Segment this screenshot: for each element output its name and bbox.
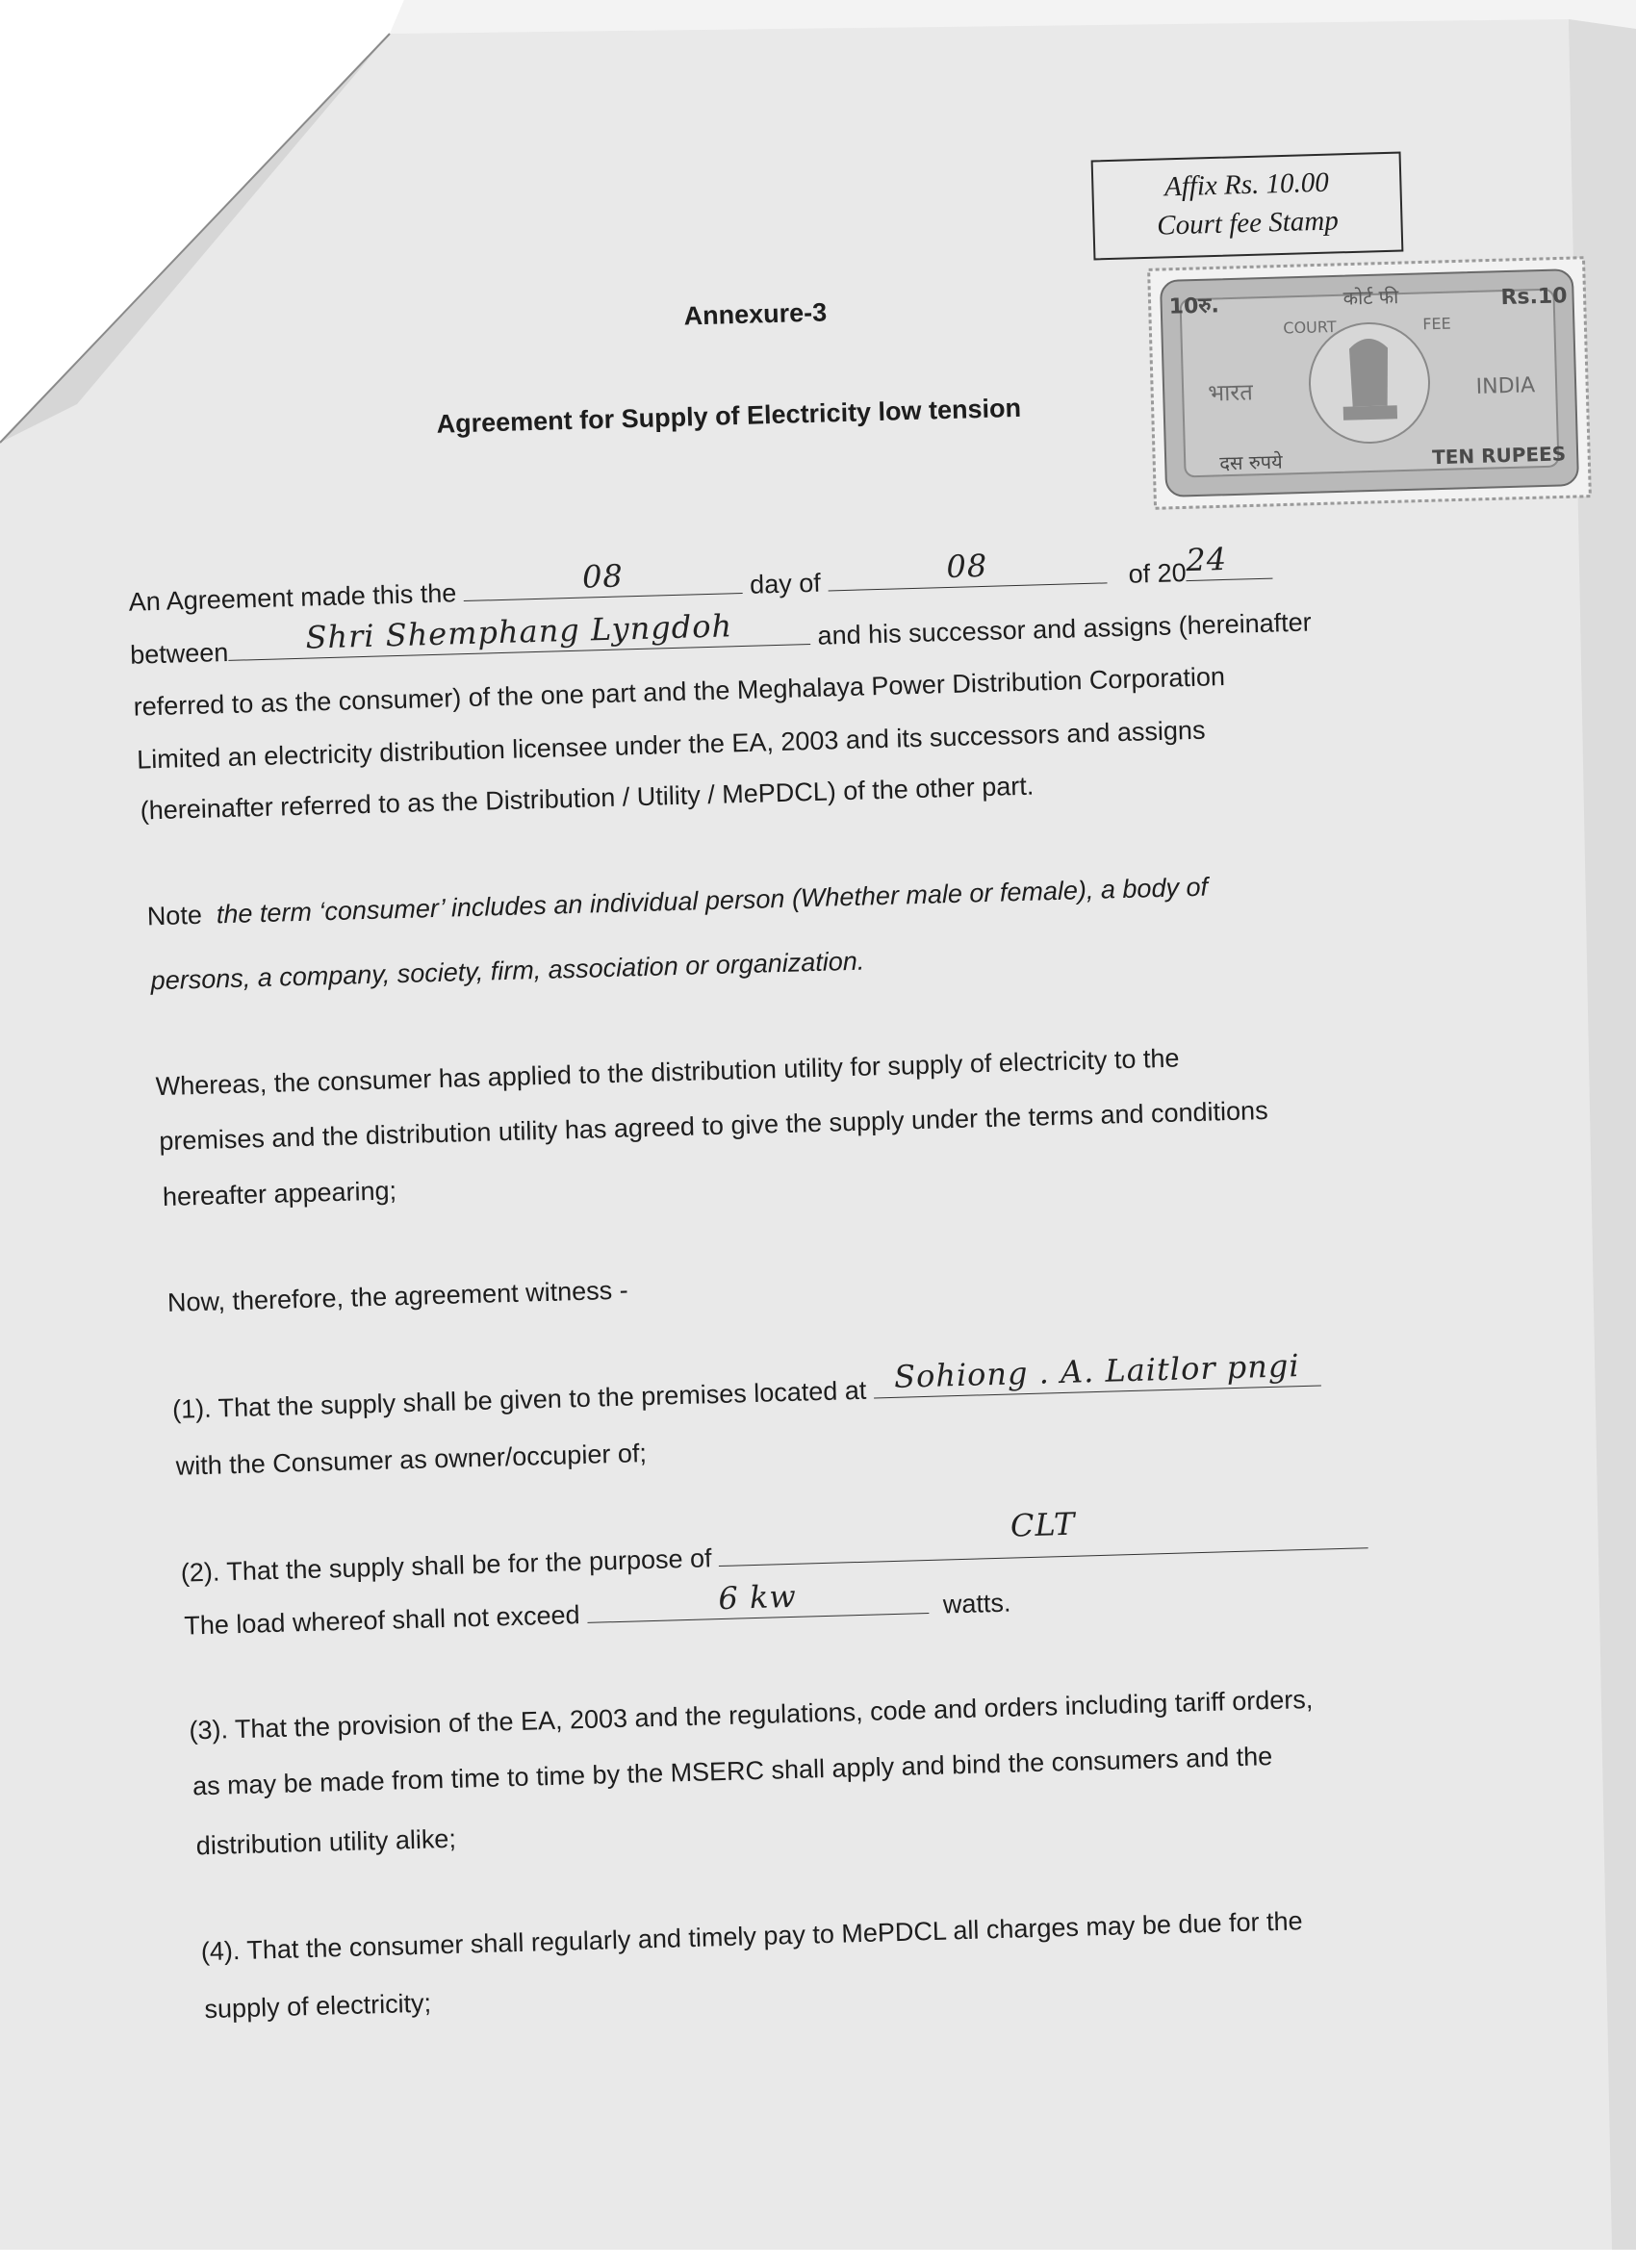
intro-text-of-year: of 20 [1128, 558, 1188, 589]
annexure-heading: Annexure-3 [683, 297, 828, 331]
month-handwritten: 08 [945, 547, 988, 586]
load-handwritten: 6 kw [717, 1577, 798, 1618]
stamp-ten-rupees: TEN RUPEES [1431, 442, 1567, 470]
load-field [587, 1577, 930, 1623]
premises-field [873, 1347, 1321, 1399]
stamp-fee: FEE [1422, 314, 1451, 334]
stamp-court: COURT [1283, 317, 1337, 338]
intro-text-between: between [129, 637, 229, 670]
clause-2-text: (2). That the supply shall be for the purpose of [180, 1543, 712, 1588]
intro-line-2 [130, 606, 1312, 670]
note-line-1 [146, 873, 1208, 932]
day-field [463, 557, 743, 601]
stamp-value-right: Rs.10 [1500, 284, 1568, 311]
clause-1-line-2: with the Consumer as owner/occupier of; [175, 1439, 648, 1481]
document-body [113, 0, 1522, 2268]
intro-text-day-of: day of [749, 568, 822, 599]
intro-line-4: Limited an electricity distribution licensee under the EA, 2003 and its successors and assigns [136, 715, 1206, 775]
intro-text-start: An Agreement made this the [128, 578, 457, 617]
whereas-line-2: premises and the distribution utility has agreed to give the supply under the terms and conditions [158, 1095, 1268, 1157]
clause-2-line-2 [183, 1577, 1011, 1642]
witness-line: Now, therefore, the agreement witness - [166, 1275, 629, 1317]
stamp-value-left: 10रु. [1168, 293, 1220, 319]
whereas-line-3: hereafter appearing; [162, 1176, 397, 1212]
stamp-india: INDIA [1475, 373, 1536, 399]
purpose-handwritten: CLT [1010, 1505, 1076, 1544]
purpose-field [719, 1505, 1368, 1567]
intro-text-successor: and his successor and assigns (hereinafter [817, 607, 1313, 650]
whereas-line-1: Whereas, the consumer has applied to the distribution utility for supply of electricity to the [155, 1043, 1180, 1102]
consumer-name-field [228, 607, 810, 661]
consumer-name-handwritten: Shri Shemphang Lyngdoh [304, 607, 733, 656]
note-line-2: persons, a company, society, firm, association or organization. [150, 946, 865, 996]
year-handwritten: 24 [1185, 540, 1228, 579]
load-text-start: The load whereof shall not exceed [183, 1600, 580, 1641]
premises-handwritten: Sohiong . A. Laitlor pngi [893, 1347, 1301, 1395]
clause-4-line-2: supply of electricity; [204, 1988, 432, 2025]
clause-1-text: (1). That the supply shall be given to the premises located at [171, 1375, 867, 1424]
stamp-hindi-top: कोर्ट फी [1342, 285, 1399, 310]
stamp-das-rupaye: दस रुपये [1218, 449, 1283, 475]
load-text-end: watts. [942, 1588, 1011, 1619]
intro-line-5: (hereinafter referred to as the Distribution / Utility / MePDCL) of the other part. [140, 771, 1035, 826]
note-text-1: the term ‘consumer’ includes an individual person (Whether male or female), a body of [216, 872, 1209, 930]
intro-line-3: referred to as the consumer) of the one part and the Meghalaya Power Distribution Corporation [133, 662, 1226, 722]
clause-3-line-3: distribution utility alike; [195, 1823, 457, 1861]
clause-3-line-2: as may be made from time to time by the MSERC shall apply and bind the consumers and the [192, 1742, 1273, 1801]
day-handwritten: 08 [581, 557, 625, 596]
clause-1-line-1 [171, 1347, 1321, 1425]
year-field [1185, 540, 1273, 582]
stamp-bharat: भारत [1207, 378, 1254, 407]
clause-4-line-1: (4). That the consumer shall regularly and timely pay to MePDCL all charges may be due for the [200, 1906, 1303, 1967]
stamp-instruction-line1: Affix Rs. 10.00 [1163, 166, 1330, 203]
agreement-title: Agreement for Supply of Electricity low tension [436, 393, 1022, 439]
note-label: Note [146, 900, 203, 931]
month-field [828, 547, 1108, 591]
clause-3-line-1: (3). That the provision of the EA, 2003 and the regulations, code and orders including tariff orders, [189, 1684, 1314, 1746]
stamp-instruction-line2: Court fee Stamp [1156, 205, 1340, 242]
